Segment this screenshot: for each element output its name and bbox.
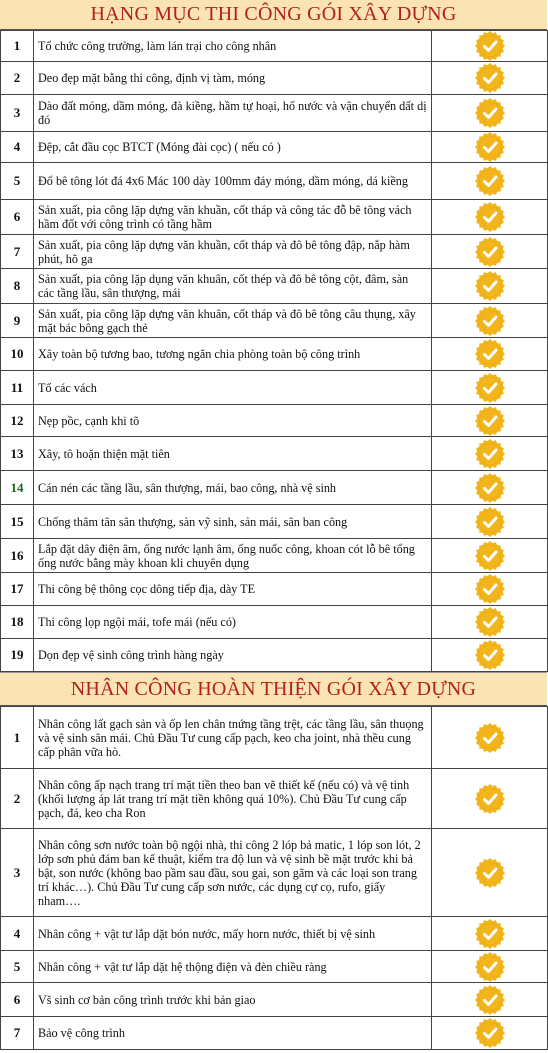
row-check-cell — [432, 1017, 548, 1050]
row-number: 17 — [1, 573, 34, 606]
check-badge-icon — [475, 723, 505, 753]
check-badge-icon — [475, 919, 505, 949]
row-number: 14 — [1, 471, 34, 505]
row-description: Tổ chức công trường, làm lán trại cho công nhân — [34, 31, 432, 62]
table-row — [1, 304, 548, 338]
check-badge-icon — [475, 339, 505, 369]
row-number: 9 — [1, 304, 34, 338]
check-badge-icon — [475, 31, 505, 61]
row-description: Tố các vách — [34, 371, 432, 405]
row-number: 4 — [1, 132, 34, 163]
row-check-cell — [432, 95, 548, 132]
row-description: Vš sinh cơ bản công trình trước khi bản giao — [34, 983, 432, 1017]
check-badge-icon — [475, 858, 505, 888]
check-badge-icon — [475, 952, 505, 982]
row-check-cell — [432, 951, 548, 983]
row-description: Xây, tô hoặn thiện mặt tiên — [34, 437, 432, 471]
table-row — [1, 983, 548, 1017]
check-badge-icon — [475, 132, 505, 162]
row-description: Nhân công sơn nước toàn bộ ngội nhà, thi công 2 lóp bả matic, 1 lóp son lót, 2 lớp sơn phủ đám ban kế thuật, kiểm tra độ lun và vệ sinh bề mặt trước khi bả bật, son nước (không bao pầm sau đầu, sou gai, son gãm và các loại son trang trí khác…). Chủ Đầu Tư cung cấp sơn nước, các dụng cự cọ, rufo, giấy nham…. — [34, 829, 432, 917]
row-number: 3 — [1, 829, 34, 917]
row-description: Sản xuất, pia công lặp dụng văn khuân, cốt thép và đô bê tông cột, đâm, sàn các tầng lầu, sân thượng, mái — [34, 269, 432, 304]
check-badge-icon — [475, 640, 505, 670]
row-number: 7 — [1, 1017, 34, 1050]
row-description: Nhân công + vật tư lắp dặt hệ thộng điện và đèn chiều ràng — [34, 951, 432, 983]
row-check-cell — [432, 235, 548, 269]
row-number: 15 — [1, 505, 34, 539]
row-number: 10 — [1, 338, 34, 371]
row-description: Bảo vệ công trình — [34, 1017, 432, 1050]
row-number: 11 — [1, 371, 34, 405]
table-row — [1, 200, 548, 235]
row-number: 1 — [1, 707, 34, 769]
row-check-cell — [432, 606, 548, 639]
row-check-cell — [432, 639, 548, 672]
row-description: Nhân công + vật tư lắp dặt bón nước, mấy horn nước, thiết bị vệ sinh — [34, 917, 432, 951]
table-row — [1, 405, 548, 437]
row-check-cell — [432, 371, 548, 405]
check-badge-icon — [475, 373, 505, 403]
row-number: 5 — [1, 163, 34, 200]
table-row — [1, 235, 548, 269]
row-description: Nhân công ấp nạch trang trí mặt tiền theo ban vẽ thiết kế (nếu có) và vệ tinh (khối lượng áp lát trang trí mặt tiền không quá 10%). Chủ Đầu Tư cung cấp pạch, đá, keo cha Ron — [34, 769, 432, 829]
table-row — [1, 829, 548, 917]
row-check-cell — [432, 573, 548, 606]
check-badge-icon — [475, 985, 505, 1015]
row-description: Thi công bệ thông cọc dông tiếp địa, dày TE — [34, 573, 432, 606]
table-row — [1, 269, 548, 304]
table-row — [1, 707, 548, 769]
section-2-table — [0, 706, 548, 1050]
row-check-cell — [432, 200, 548, 235]
row-check-cell — [432, 829, 548, 917]
row-check-cell — [432, 338, 548, 371]
row-number: 6 — [1, 983, 34, 1017]
table-row — [1, 132, 548, 163]
check-badge-icon — [475, 237, 505, 267]
row-number: 1 — [1, 31, 34, 62]
row-number: 4 — [1, 917, 34, 951]
row-number: 7 — [1, 235, 34, 269]
row-check-cell — [432, 707, 548, 769]
row-description: Sản xuất, pia công lặp dựng văn khuần, cốt tháp và công tác đỗ bê tông vách hầm đốt với công trình có tầng hầm — [34, 200, 432, 235]
row-number: 3 — [1, 95, 34, 132]
check-badge-icon — [475, 473, 505, 503]
row-description: Nẹp pồc, cạnh khi tõ — [34, 405, 432, 437]
section-1-title: HẠNG MỤC THI CÔNG GÓI XÂY DỰNG — [0, 0, 547, 30]
table-row — [1, 95, 548, 132]
row-description: Cán nén các tầng lầu, sân thượng, mái, bao công, nhà vệ sinh — [34, 471, 432, 505]
row-number: 19 — [1, 639, 34, 672]
table-row — [1, 917, 548, 951]
row-check-cell — [432, 983, 548, 1017]
row-description: Sản xuất, pia công lặp dựng văn khuân, cốt tháp và đô bê tông câu thụng, xây mặt bác bông gạch thẻ — [34, 304, 432, 338]
table-row — [1, 437, 548, 471]
check-badge-icon — [475, 271, 505, 301]
table-row — [1, 769, 548, 829]
row-check-cell — [432, 31, 548, 62]
check-badge-icon — [475, 784, 505, 814]
row-description: Chống thâm tân sân thượng, sàn vỹ sinh, sản mái, sân ban công — [34, 505, 432, 539]
table-row — [1, 639, 548, 672]
row-number: 6 — [1, 200, 34, 235]
table-row — [1, 606, 548, 639]
check-badge-icon — [475, 202, 505, 232]
table-row — [1, 573, 548, 606]
table-row — [1, 338, 548, 371]
table-row — [1, 371, 548, 405]
row-description: Xây toàn bộ tương bao, tương ngăn chia phòng toàn bộ công trình — [34, 338, 432, 371]
section-1-table — [0, 30, 548, 672]
row-number: 13 — [1, 437, 34, 471]
row-number: 18 — [1, 606, 34, 639]
row-check-cell — [432, 505, 548, 539]
table-row — [1, 951, 548, 983]
check-badge-icon — [475, 406, 505, 436]
row-check-cell — [432, 437, 548, 471]
section-2-title: NHÂN CÔNG HOÀN THIỆN GÓI XÂY DỰNG — [0, 672, 547, 706]
row-check-cell — [432, 405, 548, 437]
row-description: Thi công lọp ngội mái, tofe mái (nếu có) — [34, 606, 432, 639]
row-check-cell — [432, 917, 548, 951]
row-description: Dọn đẹp vệ sinh công trình hàng ngày — [34, 639, 432, 672]
row-check-cell — [432, 163, 548, 200]
row-number: 2 — [1, 62, 34, 95]
row-number: 2 — [1, 769, 34, 829]
row-number: 8 — [1, 269, 34, 304]
table-row — [1, 31, 548, 62]
table-row — [1, 505, 548, 539]
row-description: Lắp đặt dây điện âm, ống nước lạnh âm, ống nuốc công, khoan cót lỗ bê tổng ống nước bằng mày khoan kli chuyên dụng — [34, 539, 432, 573]
check-badge-icon — [475, 607, 505, 637]
row-check-cell — [432, 769, 548, 829]
row-description: Sản xuất, pia công lặp dựng văn khuần, cốt tháp và đô bê tông đập, nắp hàm phút, hõ ga — [34, 235, 432, 269]
row-check-cell — [432, 269, 548, 304]
check-badge-icon — [475, 1018, 505, 1048]
table-row — [1, 163, 548, 200]
row-description: Dào đất móng, dầm móng, đà kiềng, hầm tự hoại, hố nước và vận chuyển dất dị đó — [34, 95, 432, 132]
row-number: 5 — [1, 951, 34, 983]
row-description: Nhân công lất gạch sản và ốp len chân tnứng tầng trệt, các tầng lầu, sân thuọng và vệ sinh sân mái. Chủ Đầu Tư cung cấp pạch, keo cha joint, nhà thều cung cấp phân vữa hò. — [34, 707, 432, 769]
row-number: 12 — [1, 405, 34, 437]
row-check-cell — [432, 304, 548, 338]
check-badge-icon — [475, 306, 505, 336]
check-badge-icon — [475, 507, 505, 537]
table-row — [1, 1017, 548, 1050]
row-number: 16 — [1, 539, 34, 573]
table-row — [1, 62, 548, 95]
row-check-cell — [432, 471, 548, 505]
check-badge-icon — [475, 98, 505, 128]
row-description: Deo đẹp mặt bằng thi công, định vị tàm, móng — [34, 62, 432, 95]
check-badge-icon — [475, 63, 505, 93]
check-badge-icon — [475, 166, 505, 196]
check-badge-icon — [475, 439, 505, 469]
row-check-cell — [432, 132, 548, 163]
table-row — [1, 471, 548, 505]
check-badge-icon — [475, 574, 505, 604]
row-description: Đệp, cắt đầu cọc BTCT (Móng đài cọc) ( nếu có ) — [34, 132, 432, 163]
row-description: Đổ bê tông lót đá 4x6 Mác 100 dày 100mm đáy móng, dầm móng, dá kiềng — [34, 163, 432, 200]
row-check-cell — [432, 539, 548, 573]
check-badge-icon — [475, 541, 505, 571]
row-check-cell — [432, 62, 548, 95]
table-row — [1, 539, 548, 573]
